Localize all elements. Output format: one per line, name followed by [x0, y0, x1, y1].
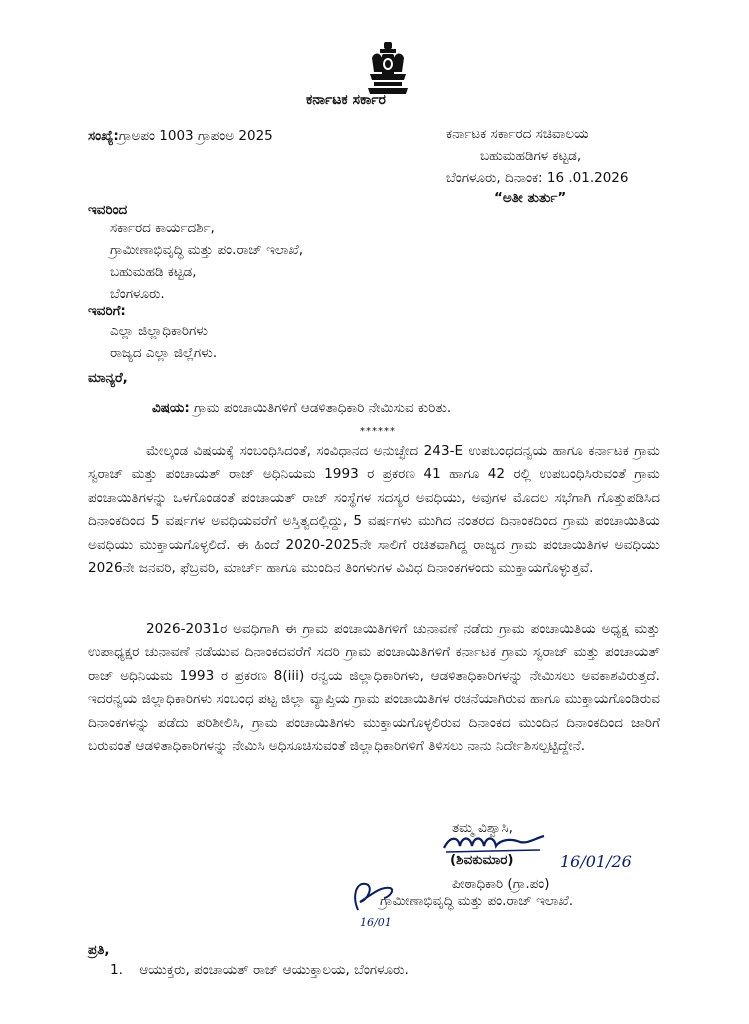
body-paragraph-2: 2026-2031ರ ಅವಧಿಗಾಗಿ ಈ ಗ್ರಾಮ ಪಂಚಾಯಿತಿಗಳಿಗೆ ಚುನಾವಣೆ ನಡೆದು ಗ್ರಾಮ ಪಂಚಾಯಿತಿಯ ಅಧ್ಯಕ್ಷ ಮತ್ತು ಉಪಾಧ್ಯಕ್ಷರ ಚುನಾವಣೆ ನಡೆಯುವ ದಿನಾಂಕದವರೆಗೆ ಸದರಿ ಗ್ರಾಮ ಪಂಚಾಯಿತಿಗಳಿಗೆ ಕರ್ನಾಟಕ ಗ್ರಾಮ ಸ್ವರಾಜ್ ಮತ್ತು ಪಂಚಾಯತ್ ರಾಜ್ ಅಧಿನಿಯಮ 1993 ರ ಪ್ರಕರಣ 8(iii) ರನ್ವಯ ಜಿಲ್ಲಾಧಿಕಾರಿಗಳು, ಆಡಳಿತಾಧಿಕಾರಿಗಳನ್ನು ನೇಮಿಸಲು ಅವಕಾಶವಿರುತ್ತದೆ. ಇದರನ್ವಯ ಜಿಲ್ಲಾಧಿಕಾರಿಗಳು ಸಂಬಂಧ ಪಟ್ಟ ಜಿಲ್ಲಾ ವ್ಯಾಪ್ತಿಯ ಗ್ರಾಮ ಪಂಚಾಯಿತಿಗಳ ರಚನೆಯಾಗಿರುವ ಹಾಗೂ ಮುಕ್ತಾಯಗೊಂಡಿರುವ ದಿನಾಂಕಗಳನ್ನು ಪಡೆದು ಪರಿಶೀಲಿಸಿ, ಗ್ರಾಮ ಪಂಚಾಯಿತಿಗಳು ಮುಕ್ತಾಯಗೊಳ್ಳಲಿರುವ ದಿನಾಂಕದ ಮುಂದಿನ ದಿನಾಂಕದಿಂದ ಜಾರಿಗೆ ಬರುವಂತೆ ಆಡಳಿತಾಧಿಕಾರಿಗಳನ್ನು ನೇಮಿಸಿ ಅಧಿಸೂಚಿಸುವಂತೆ ಜಿಲ್ಲಾಧಿಕಾರಿಗಳಿಗೆ ತಿಳಿಸಲು ನಾನು ನಿರ್ದೇಶಿಸಲ್ಪಟ್ಟಿದ್ದೇನೆ. [88, 621, 660, 755]
reference-value: ಗ್ರಾಅಪಂ 1003 ಗ್ರಾಪಂಅ 2025 [118, 128, 273, 144]
signer-department: ಗ್ರಾಮೀಣಾಭಿವೃದ್ಧಿ ಮತ್ತು ಪಂ.ರಾಜ್ ಇಲಾಖೆ. [380, 893, 574, 909]
from-label: ಇವರಿಂದ [88, 202, 128, 218]
from-line: ಸರ್ಕಾರದ ಕಾರ್ಯದರ್ಶಿ, [110, 220, 215, 236]
government-title: ಕರ್ನಾಟಕ ಸರ್ಕಾರ [306, 92, 386, 108]
body-paragraph-1: ಮೇಲ್ಕಂಡ ವಿಷಯಕ್ಕೆ ಸಂಬಂಧಿಸಿದಂತೆ, ಸಂವಿಧಾನದ ಅನುಚ್ಛೇದ 243-E ಉಪಬಂಧದನ್ವಯ ಹಾಗೂ ಕರ್ನಾಟಕ ಗ್ರಾಮ ಸ್ವರಾಜ್ ಮತ್ತು ಪಂಚಾಯತ್ ರಾಜ್ ಅಧಿನಿಯಮ 1993 ರ ಪ್ರಕರಣ 41 ಹಾಗೂ 42 ರಲ್ಲಿ ಉಪಬಂಧಿಸಿರುವಂತೆ ಗ್ರಾಮ ಪಂಚಾಯಿತಿಗಳನ್ನು ಒಳಗೊಂಡಂತೆ ಪಂಚಾಯತ್ ರಾಜ್ ಸಂಸ್ಥೆಗಳ ಸದಸ್ಯರ ಅವಧಿಯು, ಅವುಗಳ ಮೊದಲ ಸಭೆಗಾಗಿ ಗೊತ್ತುಪಡಿಸಿದ ದಿನಾಂಕದಿಂದ 5 ವರ್ಷಗಳ ಅವಧಿಯವರೆಗೆ ಅಸ್ತಿತ್ವದಲ್ಲಿದ್ದು, 5 ವರ್ಷಗಳು ಮುಗಿದ ನಂತರದ ದಿನಾಂಕದಿಂದ ಗ್ರಾಮ ಪಂಚಾಯಿತಿಯ ಅವಧಿಯು ಮುಕ್ತಾಯಗೊಳ್ಳಲಿದೆ. ಈ ಹಿಂದೆ 2020-2025ನೇ ಸಾಲಿಗೆ ರಚಿತವಾಗಿದ್ದ ರಾಜ್ಯದ ಗ್ರಾಮ ಪಂಚಾಯಿತಿಗಳ ಅವಧಿಯು 2026ನೇ ಜನವರಿ, ಫೆಬ್ರವರಿ, ಮಾರ್ಚ್ ಹಾಗೂ ಮುಂದಿನ ತಿಂಗಳುಗಳ ವಿವಿಧ ದಿನಾಂಕಗಳಂದು ಮುಕ್ತಾಯಗೊಳ್ಳುತ್ತವೆ. [88, 443, 660, 577]
copy-item-number: 1. [110, 962, 123, 978]
subject-text: ಗ್ರಾಮ ಪಂಚಾಯಿತಿಗಳಿಗೆ ಆಡಳಿತಾಧಿಕಾರಿ ನೇಮಿಸುವ ಕುರಿತು. [194, 400, 452, 416]
subject-line [152, 400, 451, 416]
yours-faithfully: ತಮ್ಮ ವಿಶ್ವಾಸಿ, [452, 820, 513, 836]
copy-label: ಪ್ರತಿ, [88, 942, 110, 958]
separator-stars: ****** [360, 426, 396, 437]
reference-number [88, 128, 273, 144]
state-emblem-icon [364, 40, 412, 96]
subject-label: ವಿಷಯ: [152, 400, 190, 416]
from-line: ಬಹುಮಹಡಿ ಕಟ್ಟಡ, [110, 264, 197, 280]
from-line: ಬೆಂಗಳೂರು. [110, 286, 165, 302]
salutation: ಮಾನ್ಯರೆ, [88, 370, 128, 386]
initials-date: 16/01 [360, 916, 392, 929]
reference-label: ಸಂಖ್ಯೆ: [88, 128, 119, 144]
office-line-2: ಬಹುಮಹಡಿಗಳ ಕಟ್ಟಡ, [480, 148, 582, 164]
copy-item [110, 962, 409, 978]
signer-name: (ಶಿವಕುಮಾರ) [450, 852, 514, 868]
to-line: ರಾಜ್ಯದ ಎಲ್ಲಾ ಜಿಲ್ಲೆಗಳು. [110, 345, 218, 361]
handwritten-date: 16/01/26 [560, 852, 632, 871]
urgency-label: “ಅತೀ ತುರ್ತು” [494, 190, 567, 206]
office-date: ಬೆಂಗಳೂರು, ದಿನಾಂಕ: 16 .01.2026 [446, 170, 629, 186]
to-line: ಎಲ್ಲಾ ಜಿಲ್ಲಾಧಿಕಾರಿಗಳು [110, 323, 208, 339]
to-label: ಇವರಿಗೆ: [88, 303, 126, 319]
copy-item-text: ಆಯುಕ್ತರು, ಪಂಚಾಯತ್ ರಾಜ್ ಆಯುಕ್ತಾಲಯ, ಬೆಂಗಳೂರು. [139, 962, 409, 978]
from-line: ಗ್ರಾಮೀಣಾಭಿವೃದ್ಧಿ ಮತ್ತು ಪಂ.ರಾಜ್ ಇಲಾಖೆ, [110, 242, 304, 258]
office-line-1: ಕರ್ನಾಟಕ ಸರ್ಕಾರದ ಸಚಿವಾಲಯ [446, 126, 589, 142]
signer-designation: ಪೀಠಾಧಿಕಾರಿ (ಗ್ರಾ.ಪಂ) [452, 876, 550, 892]
